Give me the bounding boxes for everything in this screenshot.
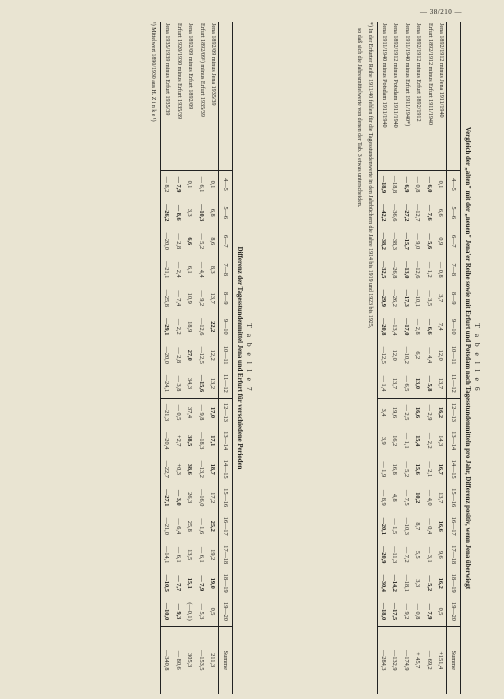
table-cell: — 6,1 <box>197 176 205 193</box>
column-header-hour: 9—10 <box>447 313 461 342</box>
table-cell: — 7,5 <box>402 489 410 506</box>
table-cell: — 7,9 <box>425 603 433 620</box>
column-header-sum: Summe <box>447 626 461 694</box>
row-sum: — 80,6 <box>172 626 183 694</box>
table-cell: — 0,8 <box>437 261 444 278</box>
table-cell: — 9,2 <box>402 603 410 620</box>
table-cell: —20,8 <box>377 313 389 342</box>
table-cell: 13,5 <box>186 549 194 561</box>
table-7-header-row <box>219 22 233 694</box>
table-cell: — 2,8 <box>174 347 182 364</box>
table-row <box>412 22 423 694</box>
table-row <box>172 22 183 694</box>
table-cell: —12,6 <box>414 261 422 279</box>
table-cell: — 2,8 <box>414 318 422 335</box>
column-header-hour: 13—14 <box>447 427 461 456</box>
row-sum: —174,9 <box>400 626 411 694</box>
row-sum: —132,9 <box>389 626 400 694</box>
column-header-hour: 15—16 <box>219 484 233 513</box>
table-cell: —18,3 <box>197 432 205 450</box>
table-cell: — 2,5 <box>400 398 411 427</box>
table-cell: 15,1 <box>186 577 194 589</box>
table-cell: — 5,2 <box>425 575 433 592</box>
table-cell: —21,0 <box>160 512 172 541</box>
table-cell: 3,4 <box>377 398 389 427</box>
column-header-hour: 12—13 <box>219 398 233 427</box>
table-cell: — 5,3 <box>197 603 205 620</box>
table-cell: —21,1 <box>160 256 172 285</box>
table-cell: —11,3 <box>391 546 399 564</box>
column-header-hour: 10—11 <box>219 341 233 370</box>
table-cell: —15,6 <box>197 374 205 393</box>
table-6 <box>377 22 461 694</box>
row-label: Jena 1892/1912 minus Erfurt 1892/1912 <box>412 22 423 170</box>
column-header-hour: 17—18 <box>447 541 461 570</box>
table-7-title: Differenz der Tagesstundenmittel Jena und Erfurt für verschiedene Perioden <box>236 246 243 470</box>
column-header-hour: 19—20 <box>219 598 233 627</box>
table-cell: — 8,6 <box>174 204 182 221</box>
table-cell: — 8,2 <box>160 170 172 199</box>
column-header-hour: 9—10 <box>219 313 233 342</box>
column-header-hour: 14—15 <box>447 455 461 484</box>
table-cell: 0,1 <box>209 180 216 189</box>
table-cell: 6,2 <box>414 351 422 360</box>
table-cell: — 5,6 <box>425 233 433 250</box>
table-cell: —29,9 <box>377 284 389 313</box>
table-cell: 27,0 <box>186 349 194 361</box>
table-cell: (—0,1) <box>186 602 194 621</box>
table-cell: —25,8 <box>160 284 172 313</box>
table-cell: 37,4 <box>184 398 195 427</box>
table-6-footnote: *) In der Erfurter Reihe 1911/40 fehlen für die Tagesstundenwerte in den Jahrbüchern die Jahre 1914 bis 1919 und 1923 bis 1925, <box>366 22 373 329</box>
table-cell: — 9,3 <box>174 603 182 620</box>
table-cell: —24,1 <box>160 370 172 399</box>
table-cell: —12,5 <box>197 346 205 364</box>
column-header-hour: 18—19 <box>447 569 461 598</box>
rotated-sheet <box>28 22 484 694</box>
column-header-hour: 5—6 <box>447 199 461 228</box>
row-sum: 211,3 <box>207 626 219 694</box>
table-row <box>207 22 219 694</box>
table-cell: 18,7 <box>209 463 216 475</box>
table-cell: 16,2 <box>437 577 444 589</box>
table-cell: 3,3 <box>414 579 422 588</box>
table-cell: 13,7 <box>437 492 444 504</box>
table-cell: — 0,5 <box>172 398 183 427</box>
row-label: Jena 1892/1912 minus Jena 1911/1940 <box>435 22 447 170</box>
table-cell: —38,2 <box>377 227 389 256</box>
table-cell: 9,6 <box>437 550 444 559</box>
table-cell: —13,2 <box>197 460 205 478</box>
row-label: Jena 1911/1940 minus Erfurt 1911/1940*) <box>400 22 411 170</box>
row-sum: +151,4 <box>435 626 447 694</box>
table-cell: 19,2 <box>209 549 216 561</box>
column-header-hour: 18—19 <box>219 569 233 598</box>
table-cell: — 2,2 <box>425 432 433 449</box>
table-6-block <box>355 22 482 694</box>
table-cell: —20,0 <box>160 227 172 256</box>
table-cell: — 2,4 <box>174 261 182 278</box>
table-6-title: Vergleich der „alten" mit der „neuen" Jena'er Reihe sowie mit Erfurt und Potsdam nach Tagesstundenmitteln pro Jahr, Differenz positiv, wenn Jena überwiegt <box>464 127 471 589</box>
table-cell: 25,2 <box>209 520 216 532</box>
table-cell: 4,8 <box>391 493 399 502</box>
row-sum: + 45,7 <box>412 626 423 694</box>
row-label: Jena 1935/1939 minus Erfurt 1935/39 <box>160 22 172 170</box>
column-header-hour: 7—8 <box>447 256 461 285</box>
table-cell: 16,7 <box>437 463 444 475</box>
table-cell: 10,9 <box>186 292 194 304</box>
table-cell: —14,1 <box>160 541 172 570</box>
table-cell: — 4,0 <box>425 489 433 506</box>
column-header-sum: Summe <box>219 626 233 694</box>
table-cell: 16,6 <box>412 398 423 427</box>
table-row <box>389 22 400 694</box>
table-cell: —30,4 <box>377 569 389 598</box>
table-cell: —14,2 <box>391 574 399 592</box>
column-header-hour: 14—15 <box>219 455 233 484</box>
table-cell: — 9,8 <box>195 398 206 427</box>
table-cell: — 2,1 <box>425 461 433 478</box>
table-cell: —27,1 <box>160 484 172 513</box>
table-cell: 13,7 <box>437 377 444 390</box>
table-cell: 18,9 <box>186 321 194 333</box>
table-cell: 17,2 <box>209 492 216 504</box>
table-cell: —13,4 <box>391 318 399 336</box>
table-cell: —22,7 <box>160 455 172 484</box>
table-cell: 0,5 <box>209 607 216 616</box>
column-header-hour: 6—7 <box>219 227 233 256</box>
column-header-hour: 16—17 <box>447 512 461 541</box>
table-cell: 3,9 <box>377 427 389 456</box>
table-cell: 6,6 <box>186 237 194 246</box>
column-header-hour: 6—7 <box>447 227 461 256</box>
table-cell: 16,8 <box>391 463 399 475</box>
table-cell: 14,3 <box>437 435 444 447</box>
table-cell: —10,2 <box>402 346 410 364</box>
column-header-hour: 19—20 <box>447 598 461 627</box>
table-cell: 38,6 <box>186 463 194 475</box>
table-cell: — 4,4 <box>425 347 433 364</box>
table-cell: —17,0 <box>402 318 410 336</box>
table-cell: — 5,2 <box>197 233 205 250</box>
table-6-body <box>377 22 446 694</box>
table-cell: 0,1 <box>437 180 444 189</box>
table-cell: — 5,8 <box>425 375 433 392</box>
table-cell: —18,0 <box>377 598 389 627</box>
table-cell: — 1,1 <box>402 432 410 449</box>
table-cell: — 1,6 <box>197 518 205 535</box>
table-cell: —16,0 <box>197 489 205 507</box>
table-cell: —26,8 <box>391 261 399 279</box>
table-cell: —10,1 <box>414 289 422 307</box>
table-cell: —26,2 <box>391 289 399 307</box>
table-cell: —20,4 <box>160 427 172 456</box>
table-cell: 38,5 <box>186 435 194 447</box>
column-header-label <box>447 22 461 170</box>
table-cell: —42,2 <box>377 199 389 228</box>
table-cell: 6,8 <box>209 208 216 217</box>
table-cell: —12,7 <box>414 204 422 222</box>
row-label: Erfurt 1892/1912 minus Erfurt 1911/1940 <box>423 22 434 170</box>
table-cell: 16,2 <box>391 435 399 447</box>
row-sum: —153,5 <box>195 626 206 694</box>
table-cell: 0,5 <box>437 607 444 616</box>
table-cell: 13,7 <box>391 377 399 390</box>
row-sum: —284,3 <box>377 626 389 694</box>
table-cell: 6,6 <box>437 208 444 217</box>
table-cell: — 0,8 <box>414 603 422 620</box>
row-sum: 305,3 <box>184 626 195 694</box>
table-cell: —17,5 <box>391 602 399 621</box>
table-cell: 13,7 <box>209 292 216 304</box>
table-7-block <box>149 22 254 694</box>
table-cell: 8,3 <box>209 265 216 274</box>
table-cell: —18,8 <box>391 175 399 194</box>
row-label: Jena 1892/1912 minus Potsdam 1911/1940 <box>389 22 400 170</box>
table-cell: —26,2 <box>160 199 172 228</box>
table-cell: —18,9 <box>377 170 389 199</box>
table-cell: 3,7 <box>437 294 444 303</box>
table-cell: +0,3 <box>174 463 182 475</box>
table-cell: — 7,9 <box>197 575 205 592</box>
table-cell: — 6,1 <box>174 546 182 563</box>
table-cell: —10,3 <box>197 204 205 222</box>
table-cell: —18,1 <box>402 574 410 592</box>
table-6-label: T a b e l l e 6 <box>473 323 482 393</box>
table-cell: 34,3 <box>186 377 194 390</box>
table-7 <box>160 22 233 694</box>
column-header-label <box>219 22 233 170</box>
column-header-hour: 17—18 <box>219 541 233 570</box>
table-7-footnote: ¹) Mittelwert 1890/1930 aus H. Z i n k e ¹) <box>149 22 156 122</box>
table-cell: — 7,9 <box>174 176 182 193</box>
row-sum: —340,8 <box>160 626 172 694</box>
table-row <box>377 22 389 694</box>
table-cell: 8,7 <box>414 522 422 531</box>
table-cell: — 7,4 <box>174 290 182 307</box>
column-header-hour: 12—13 <box>447 398 461 427</box>
table-cell: — 7,7 <box>174 575 182 592</box>
table-cell: 25,8 <box>186 520 194 532</box>
table-cell: — 7,2 <box>402 546 410 563</box>
table-cell: 8,6 <box>209 237 216 246</box>
table-cell: 12,0 <box>437 349 444 361</box>
column-header-hour: 5—6 <box>219 199 233 228</box>
table-cell: — 6,9 <box>402 176 410 193</box>
column-header-hour: 10—11 <box>447 341 461 370</box>
table-cell: 15,6 <box>414 463 422 475</box>
table-cell: — 3,0 <box>174 489 182 506</box>
table-cell: 0,1 <box>186 180 194 189</box>
table-row <box>435 22 447 694</box>
table-cell: 16,6 <box>437 520 444 532</box>
table-cell: —12,6 <box>197 318 205 336</box>
table-cell: 0,9 <box>437 237 444 246</box>
table-cell: — 1,4 <box>377 370 389 399</box>
table-cell: 12,0 <box>391 349 399 361</box>
table-cell: —20,0 <box>160 341 172 370</box>
table-cell: — 9,0 <box>414 233 422 250</box>
row-label: Jena 1911/1940 minus Potsdam 1911/1940 <box>377 22 389 170</box>
table-cell: 26,3 <box>186 492 194 504</box>
table-7-body <box>160 22 218 694</box>
table-cell: — 8,9 <box>377 484 389 513</box>
column-header-hour: 4—5 <box>447 170 461 199</box>
table-cell: —38,3 <box>391 232 399 250</box>
column-header-hour: 11—12 <box>219 370 233 399</box>
table-cell: — 5,2 <box>402 461 410 478</box>
table-cell: —20,9 <box>377 541 389 570</box>
table-row <box>184 22 195 694</box>
row-label: Erfurt 1920/1930 minus Erfurt 1935/39 <box>172 22 183 170</box>
table-6-footnote-cont: so daß sich die Jahresmittelwerte von denen der Tab. 3 etwas unterscheiden. <box>355 28 362 208</box>
table-cell: —29,1 <box>160 313 172 342</box>
table-cell: — 6,6 <box>425 318 433 335</box>
table-cell: 17,1 <box>209 435 216 447</box>
table-cell: —32,5 <box>377 256 389 285</box>
column-header-hour: 16—17 <box>219 512 233 541</box>
table-cell: — 6,5 <box>402 375 410 392</box>
row-sum: — 69,2 <box>423 626 434 694</box>
table-cell: —21,3 <box>160 398 172 427</box>
table-cell: —13,0 <box>402 261 410 279</box>
table-row <box>195 22 206 694</box>
row-label: Jena 1892/09 minus Jena 1935/39 <box>207 22 219 170</box>
table-cell: —15,7 <box>402 232 410 250</box>
table-cell: 17,0 <box>207 398 219 427</box>
table-cell: — 2,8 <box>174 233 182 250</box>
table-cell: — 4,4 <box>197 261 205 278</box>
table-cell: 19,0 <box>209 577 216 589</box>
table-cell: 5,5 <box>414 550 422 559</box>
table-cell: 12,2 <box>209 349 216 361</box>
table-cell: — 6,1 <box>197 546 205 563</box>
table-cell: —27,2 <box>402 204 410 222</box>
table-cell: —20,1 <box>377 512 389 541</box>
table-cell: 15,4 <box>414 435 422 447</box>
table-cell: — 1,5 <box>391 518 399 535</box>
table-cell: —10,5 <box>160 569 172 598</box>
table-cell: —10,0 <box>160 598 172 627</box>
table-row <box>160 22 172 694</box>
table-cell: — 1,2 <box>425 261 433 278</box>
page-number: — 38/210 — <box>420 8 462 16</box>
table-cell: — 0,8 <box>414 176 422 193</box>
table-cell: 13,2 <box>209 377 216 390</box>
table-cell: 6,1 <box>186 265 194 274</box>
column-header-hour: 15—16 <box>447 484 461 513</box>
table-cell: 13,0 <box>414 377 422 390</box>
table-cell: — 3,8 <box>174 375 182 392</box>
column-header-hour: 8—9 <box>219 284 233 313</box>
table-cell: — 0,4 <box>425 518 433 535</box>
table-cell: — 2,9 <box>423 398 434 427</box>
column-header-hour: 8—9 <box>447 284 461 313</box>
table-cell: —10,3 <box>402 517 410 535</box>
table-cell: — 6,4 <box>174 518 182 535</box>
table-cell: — 9,2 <box>197 290 205 307</box>
table-row <box>400 22 411 694</box>
column-header-hour: 11—12 <box>447 370 461 399</box>
table-cell: — 1,9 <box>377 455 389 484</box>
column-header-hour: 13—14 <box>219 427 233 456</box>
table-cell: 22,2 <box>209 321 216 333</box>
table-cell: — 2,2 <box>174 318 182 335</box>
table-cell: 10,2 <box>414 492 422 504</box>
column-header-hour: 4—5 <box>219 170 233 199</box>
table-cell: 16,2 <box>435 398 447 427</box>
table-cell: — 6,0 <box>425 176 433 193</box>
table-7-label: T a b e l l e 7 <box>245 323 254 393</box>
table-cell: 7,4 <box>437 322 444 331</box>
table-row <box>423 22 434 694</box>
table-cell: —12,5 <box>377 341 389 370</box>
table-cell: — 3,5 <box>425 290 433 307</box>
table-cell: —17,3 <box>402 289 410 307</box>
row-label: Erfurt 1892/09¹) minus Erfurt 1935/39 <box>195 22 206 170</box>
table-cell: — 7,6 <box>425 204 433 221</box>
table-cell: 3,3 <box>186 208 194 217</box>
table-cell: —36,6 <box>391 204 399 222</box>
table-6-header-row <box>447 22 461 694</box>
table-cell: 19,6 <box>389 398 400 427</box>
row-label: Jena 1892/09 minus Erfurt 1892/09 <box>184 22 195 170</box>
table-cell: +2,7 <box>174 435 182 447</box>
column-header-hour: 7—8 <box>219 256 233 285</box>
table-cell: — 3,1 <box>425 546 433 563</box>
